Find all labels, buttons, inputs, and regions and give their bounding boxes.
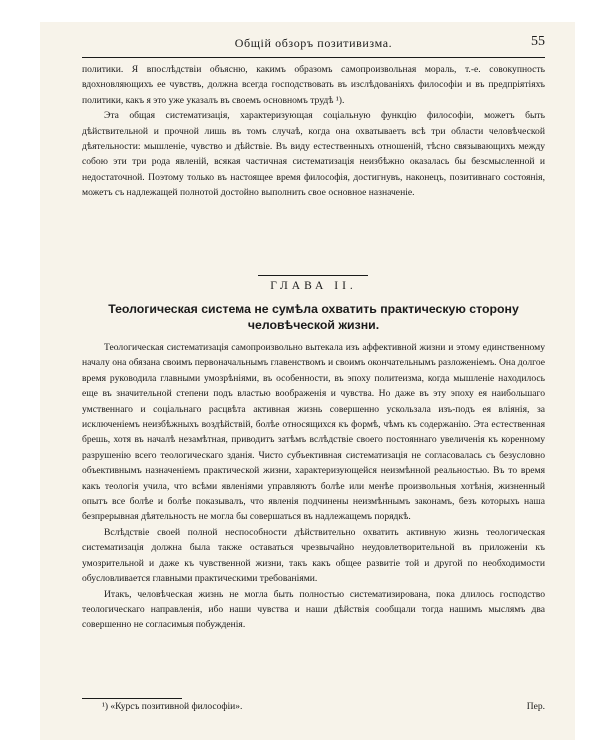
header-rule: [82, 57, 545, 58]
paragraph-continuation: политики. Я впослѣдствіи объясню, какимъ образомъ самопроизвольная мораль, т.-е. совокупность вдохновляющихъ ее чувствъ, должна всегда господствовать въ изслѣдованіяхъ философіи и въ предпріятіяхъ политики, какъ я это уже указалъ въ своемъ основномъ трудѣ ¹).: [82, 64, 545, 106]
opening-text-block: [82, 62, 545, 201]
footnote: [82, 702, 545, 716]
paragraph-systematization: Эта общая систематизація, характеризующая соціальную функцію философіи, можетъ быть дѣйствительной и прочной лишь въ томъ случаѣ, когда она охватываетъ всѣ три области человѣческой дѣятельности: мышленіе, чувство и дѣйствіе. Въ виду естественныхъ отношеній, тѣсно связывающихъ между собою эти три рода явленій, всякая частичная систематизація неизбѣжно оказалась бы безсмысленной и недостаточной. Поэтому только въ настоящее время философія, достигнувъ, наконецъ, позитивнаго состоянія, можетъ съ надлежащей полнотой достойно выполнить свое основное назначеніе.: [82, 110, 545, 199]
paragraph-consequence: Вслѣдствіе своей полной неспособности дѣйствительно охватить активную жизнь теологическая систематизація должна была также оставаться чрезвычайно неудовлетворительной въ приложеніи къ умозрительной и даже къ чувственной жизни, такъ какъ общее развитіе той и другой по необходимости обусловливается главными практическими требованіями.: [82, 526, 545, 585]
section-divider: [258, 275, 368, 276]
running-title: Общій обзоръ позитивизма.: [234, 36, 393, 50]
paragraph-conclusion: Итакъ, человѣческая жизнь не могла быть полностью систематизирована, пока длилось господство теологическаго направленія, ибо наши чувства и наши дѣйствія сообщали тогда нашимъ мыслямъ два совершенно не согласимыя побужденія.: [82, 588, 545, 631]
book-page: [40, 22, 575, 740]
page-number: 55: [531, 34, 545, 49]
chapter-label: ГЛАВА II.: [270, 280, 357, 292]
paragraph-theological-systematization: Теологическая систематизація самопроизвольно вытекала изъ аффективной жизни и этому единственному началу она обязана своимъ первоначальнымъ главенствомъ и своимъ окончательнымъ разложеніемъ. Она долгое время руководила главными умозрѣніями, въ особенности, въ эпоху политеизма, когда мышленіе находилось еще въ значительной степени подъ властью воображенія и чувства. Но даже въ эту эпоху ея наибольшаго умственнаго и соціальнаго расцвѣта активная жизнь совершенно ускользала изъ-подъ ея вліянія, за исключеніемъ неизбѣжныхъ воздѣйствій, болѣе относящихся къ формѣ, чѣмъ къ содержанію. Эта естественная брешь, хотя въ началѣ незамѣтная, приводитъ затѣмъ вслѣдствіе своего постояннаго увеличенія къ коренному разрушенію всего теологическаго зданія. Чисто субъективная систематизація не согласовалась съ безусловно объективнымъ назначеніемъ практической жизни, характеризующейся неизмѣнной реальностью. Въ то время какъ теологія учила, что всѣми явленіями управляютъ болѣе или менѣе произвольныя хотѣнія, жизненный опытъ все болѣе и болѣе показывалъ, что явленія подчинены неизмѣннымъ законамъ, безъ которыхъ наша безпрерывная дѣятельность не могла бы совершаться въ надлежащемъ порядкѣ.: [82, 342, 545, 523]
footnote-page-turn: Пер.: [526, 702, 545, 712]
running-header: [82, 34, 545, 54]
chapter-text-block: [82, 340, 545, 633]
footnote-rule: [82, 698, 182, 699]
footnote-text: ¹) «Курсъ позитивной философіи».: [102, 702, 243, 712]
chapter-title: Теологическая система не сумѣла охватить практическую сторону человѣческой жизни.: [108, 302, 519, 332]
